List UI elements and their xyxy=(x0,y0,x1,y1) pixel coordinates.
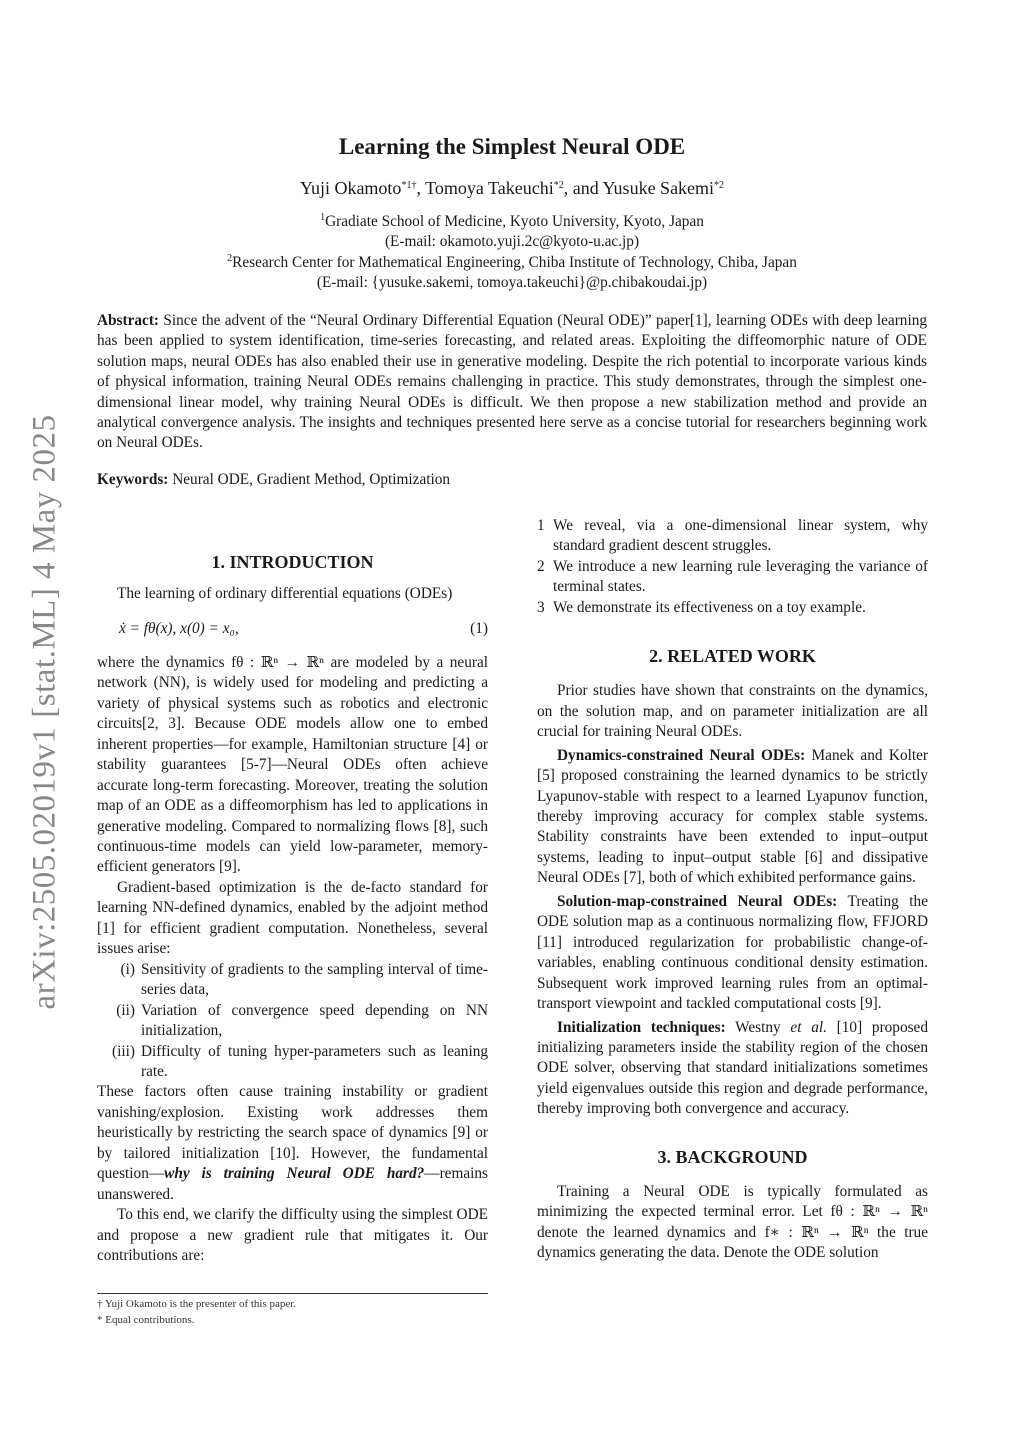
keywords-text: Neural ODE, Gradient Method, Optimization xyxy=(172,471,451,488)
text: [10] proposed initializing parameters inside the stability region of the chosen ODE solver, observing that standard initializations sometimes yield eigenvalues outside this region and degrade performance, thereby improving both convergence and accuracy. xyxy=(537,1018,928,1118)
author-name: , Tomoya Takeuchi xyxy=(416,178,554,198)
intro-paragraph xyxy=(97,1082,488,1205)
section-heading-background: 3. BACKGROUND xyxy=(657,1146,808,1167)
section-heading-related-work: 2. RELATED WORK xyxy=(649,646,816,667)
keywords-label: Keywords: xyxy=(97,471,169,488)
contribution-number: 3 xyxy=(537,598,545,616)
affiliations xyxy=(0,212,1024,294)
text: Treating the ODE solution map as a continuous normalizing flow, FFJORD [11] introduced regularization for probabilistic change-of-variables, enabling continuous conditional density estimation. Subsequent work improved learning rules from an optimal-transport viewpoint and tackled computational costs [9]. xyxy=(537,892,928,1013)
contribution-number: 2 xyxy=(537,557,545,575)
footnote-rule xyxy=(97,1293,488,1294)
issue-label: (i) xyxy=(120,960,135,978)
author-list xyxy=(0,178,1024,199)
abstract-text: Since the advent of the “Neural Ordinary Differential Equation (Neural ODE)” paper[1], learning ODEs with deep learning has been applied to system identification, time-series forecasting, and related areas. Exploiting the diffeomorphic nature of ODE solution maps, neural ODEs has also enabled their use in generative modeling. Despite the rich potential to incorporate various kinds of physical information, training Neural ODEs remains challenging in practice. This study demonstrates, through the simplest one-dimensional linear model, why training Neural ODEs is difficult. We then propose a new stabilization method and provide an analytical convergence analysis. The insights and techniques presented here serve as a concise tutorial for researchers beginning work on Neural ODEs. xyxy=(97,312,927,452)
footnote: * Equal contributions. xyxy=(97,1314,195,1326)
section-heading-introduction: 1. INTRODUCTION xyxy=(211,552,374,572)
paragraph-label: Initialization techniques: xyxy=(557,1018,726,1036)
email: (E-mail: {yusuke.sakemi, tomoya.takeuchi}@p.chibakoudai.jp) xyxy=(316,274,708,292)
equation: ẋ = fθ(x), x(0) = x₀, xyxy=(119,620,239,638)
contribution-item xyxy=(537,516,928,557)
author-mark: *2 xyxy=(714,180,725,191)
issue-text: Sensitivity of gradients to the sampling interval of time-series data, xyxy=(141,960,488,999)
issue-item xyxy=(97,1001,488,1042)
keywords xyxy=(97,470,927,490)
contribution-number: 1 xyxy=(537,517,545,534)
contribution-text: We introduce a new learning rule leveraging the variance of terminal states. xyxy=(553,557,928,596)
issue-text: Variation of convergence speed depending on NN initialization, xyxy=(141,1001,488,1040)
paragraph-label: Dynamics-constrained Neural ODEs: xyxy=(557,746,806,764)
text: Westny xyxy=(725,1018,791,1036)
abstract xyxy=(97,311,927,454)
emphasis-question: why is training Neural ODE hard? xyxy=(164,1165,425,1183)
text: —remains unanswered. xyxy=(97,1165,488,1203)
contribution-text: We reveal, via a one-dimensional linear system, why standard gradient descent struggles. xyxy=(553,517,928,555)
author-mark: *2 xyxy=(553,180,564,191)
paper-title: Learning the Simplest Neural ODE xyxy=(338,134,686,159)
issue-label: (ii) xyxy=(116,1001,135,1019)
text: Manek and Kolter [5] proposed constraining the learned dynamics to be strictly Lyapunov-stable with respect to a learned Lyapunov function, thereby improving accuracy for complex stable systems. Stability constraints have been extended to input–output systems, leading to input–output stable [6] and dissipative Neural ODEs [7], both of which exhibited performance gains. xyxy=(537,746,928,887)
affiliation: Gradiate School of Medicine, Kyoto University, Kyoto, Japan xyxy=(325,213,704,230)
related-paragraph xyxy=(537,892,928,1015)
text: These factors often cause training instability or gradient vanishing/explosion. Existing work addresses them heuristically by restricting the search space of dynamics [9] or by tailored initialization [10]. However, the fundamental question— xyxy=(97,1083,488,1183)
intro-paragraph: Gradient-based optimization is the de-facto standard for learning NN-defined dynamics, enabled by the adjoint method [1] for efficient gradient computation. Nonetheless, several issues arise: xyxy=(97,878,488,958)
paragraph-label: Solution-map-constrained Neural ODEs: xyxy=(557,892,838,910)
background-paragraph: Training a Neural ODE is typically formulated as minimizing the expected terminal error. Let fθ : ℝⁿ → ℝⁿ denote the learned dynamics and f∗ : ℝⁿ → ℝⁿ the true dynamics generating the data. Denote the ODE solution xyxy=(537,1182,928,1262)
footnote: † Yuji Okamoto is the presenter of this paper. xyxy=(97,1298,297,1310)
equation-number: (1) xyxy=(470,620,488,638)
issue-item xyxy=(97,960,488,1001)
related-paragraph xyxy=(537,746,928,889)
intro-paragraph: To this end, we clarify the difficulty using the simplest ODE and propose a new gradient rule that mitigates it. Our contributions are: xyxy=(97,1206,488,1265)
author-name: , and Yusuke Sakemi xyxy=(563,178,715,198)
issue-item xyxy=(97,1042,488,1083)
affiliation: Research Center for Mathematical Engineering, Chiba Institute of Technology, Chiba, Japan xyxy=(232,253,797,271)
author-mark: *1† xyxy=(401,180,417,191)
arxiv-stamp: arXiv:2505.02019v1 [stat.ML] 4 May 2025 xyxy=(26,414,63,1010)
issue-text: Difficulty of tuning hyper-parameters such as leaning rate. xyxy=(141,1042,488,1080)
equation-1 xyxy=(97,619,488,639)
contribution-text: We demonstrate its effectiveness on a toy example. xyxy=(553,598,866,616)
left-column xyxy=(97,551,488,1267)
affil-mark: 2 xyxy=(227,252,233,264)
author-name: Yuji Okamoto xyxy=(299,178,402,198)
right-column xyxy=(537,516,928,1264)
affil-mark: 1 xyxy=(320,212,326,223)
related-paragraph: Prior studies have shown that constraints on the dynamics, on the solution map, and on parameter initialization are all crucial for training Neural ODEs. xyxy=(537,682,928,741)
issue-label: (iii) xyxy=(112,1042,135,1060)
emphasis: et al. xyxy=(790,1018,827,1036)
contribution-item xyxy=(537,598,928,618)
email: (E-mail: okamoto.yuji.2c@kyoto-u.ac.jp) xyxy=(384,233,640,251)
abstract-label: Abstract: xyxy=(97,312,160,329)
related-paragraph xyxy=(537,1018,928,1120)
intro-paragraph: where the dynamics fθ : ℝⁿ → ℝⁿ are modeled by a neural network (NN), is widely used for modeling and predicting a variety of physical systems such as robotics and electronic circuits[2, 3]. Because ODE models allow one to embed inherent properties—for example, Hamiltonian structure [4] or stability guarantees [5-7]—Neural ODEs often achieve accurate long-term forecasting. Moreover, treating the solution map of an ODE as a diffeomorphism has led to applications in generative modeling. Compared to normalizing flows [8], such continuous-time models can yield low-parameter, memory-efficient generators [9]. xyxy=(97,653,488,876)
contribution-item xyxy=(537,557,928,598)
intro-paragraph: The learning of ordinary differential equations (ODEs) xyxy=(117,585,453,602)
